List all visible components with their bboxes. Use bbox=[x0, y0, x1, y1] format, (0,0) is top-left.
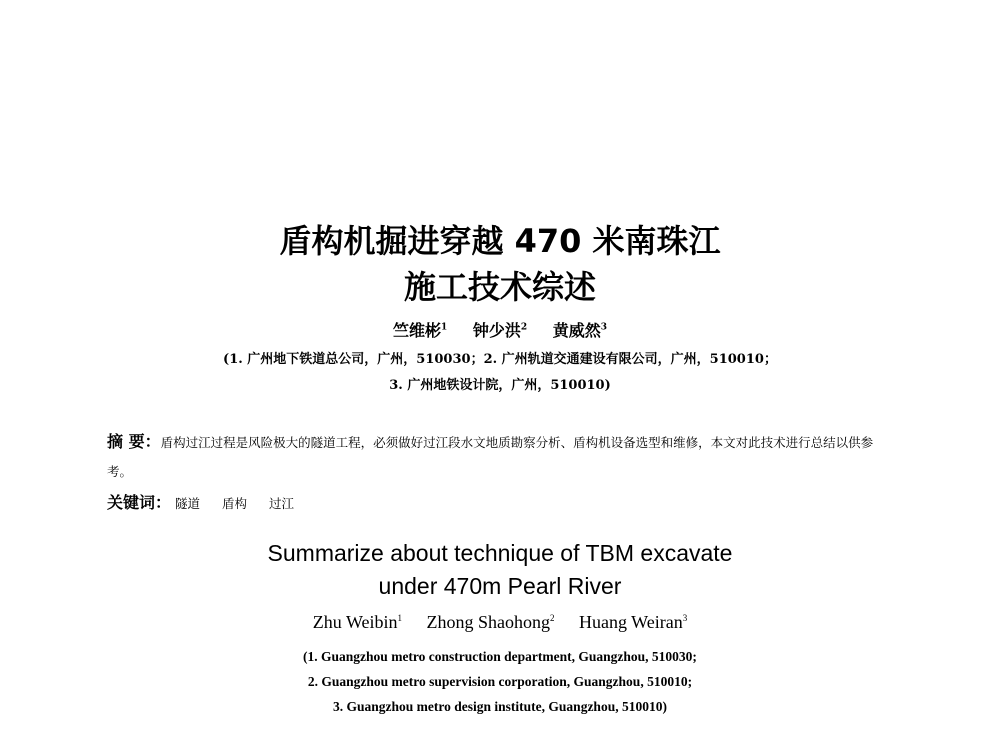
keyword-item: 盾构 bbox=[222, 496, 248, 511]
title-zh-line1: 盾构机掘进穿越 470 米南珠江 bbox=[279, 222, 721, 260]
authors-en bbox=[0, 612, 1000, 633]
affiliation-zh-line1: (1. 广州地下铁道总公司，广州，510030；2. 广州轨道交通建设有限公司，广州，510010； bbox=[223, 352, 777, 367]
title-zh bbox=[0, 218, 1000, 310]
keywords-label: 关键词： bbox=[107, 493, 172, 512]
author-en-3: Huang Weiran$^3$ bbox=[579, 612, 688, 632]
author-zh-3: 黄威然$^3$ bbox=[552, 321, 607, 340]
affiliation-en-line1: (1. Guangzhou metro construction department, Guangzhou, 510030; bbox=[303, 649, 697, 664]
title-en bbox=[0, 537, 1000, 603]
authors-zh bbox=[0, 318, 1000, 341]
title-en-line1: Summarize about technique of TBM excavate bbox=[267, 540, 733, 566]
affiliations-en bbox=[0, 644, 1000, 719]
abstract bbox=[107, 427, 897, 486]
keywords bbox=[107, 490, 312, 513]
author-zh-2: 钟少洪$^2$ bbox=[472, 321, 528, 340]
title-zh-line2: 施工技术综述 bbox=[403, 268, 596, 306]
abstract-label: 摘 要： bbox=[107, 432, 161, 451]
affiliation-zh-line2: 3. 广州地铁设计院，广州，510010) bbox=[389, 378, 611, 393]
affiliation-en-line2: 2. Guangzhou metro supervision corporation, Guangzhou, 510010; bbox=[307, 674, 693, 689]
affiliations-zh bbox=[0, 347, 1000, 399]
abstract-text: 盾构过江过程是风险极大的隧道工程，必须做好过江段水文地质勘察分析、盾构机设备选型和维修，本文对此技术进行总结以供参考。 bbox=[107, 435, 874, 479]
affiliation-en-line3: 3. Guangzhou metro design institute, Guangzhou, 510010) bbox=[333, 699, 667, 714]
author-zh-1: 竺维彬$^1$ bbox=[393, 321, 448, 340]
keyword-item: 隧道 bbox=[175, 496, 201, 511]
author-en-1: Zhu Weibin$^1$ bbox=[312, 612, 403, 632]
author-en-2: Zhong Shaohong$^2$ bbox=[426, 612, 555, 632]
title-en-line2: under 470m Pearl River bbox=[378, 573, 622, 599]
keyword-item: 过江 bbox=[269, 496, 295, 511]
